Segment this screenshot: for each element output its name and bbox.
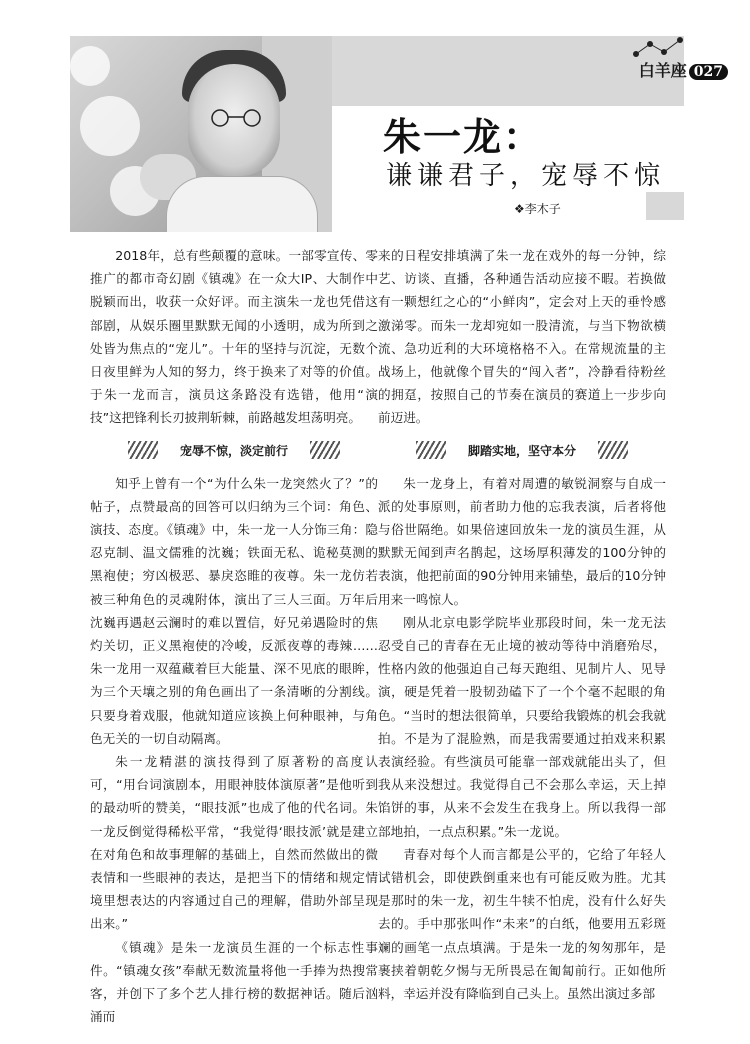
paragraph: 知乎上曾有一个“为什么朱一龙突然火了？”的帖子，点赞最高的回答可以归纳为三个词：角色、演技、态度。《镇魂》中，朱一龙一人分饰三角：隐忍克制、温文儒雅的沈巍；铁面无私、诡秘莫测的黑袍使；穷凶极恶、暴戾恣睢的夜尊。朱一龙仿若被三种角色的灵魂附体，演出了三人三面。万年后沈巍再遇赵云澜时的难以置信，好兄弟遇险时的焦灼关切，正义黑袍使的冷峻，反派夜尊的毒辣……朱一龙用一双蕴藏着巨大能量、深不见底的眼眸，为三个天壤之别的角色画出了一条清晰的分割线。只要身着戏服，他就知道应该换上何种眼神，与角色无关的一切自动隔离。	[90, 475, 378, 746]
article-subtitle: 谦谦君子，宠辱不惊	[386, 161, 666, 191]
paragraph: 来的日程安排填满了朱一龙在戏外的每一分钟，综艺、访谈、直播，各种通告活动应接不暇。若换做有一颗想红之心的“小鲜肉”，定会对上天的垂怜感激涕零。而朱一龙却宛如一股清流，与当下物欲横流、急功近利的大环境格格不入。在常规流量的主战场上，他就像个冒失的“闯入者”，冷静看待粉丝的拥趸，按照自己的节奏在演员的赛道上一步步向前迈进。	[378, 248, 666, 426]
glasses-icon	[204, 108, 268, 128]
right-column	[378, 244, 666, 1005]
article-title: 朱一龙：	[383, 114, 544, 159]
heading-decoration	[598, 441, 628, 459]
decorative-grey-block	[646, 192, 684, 220]
paragraph: 2018年，总有些颠覆的意味。一部零宣传、零推广的都市奇幻剧《镇魂》在一众大IP、大制作中脱颖而出，收获一众好评。而主演朱一龙也凭借这部剧，从娱乐圈里默默无闻的小透明，成为所到之处皆为焦点的“宠儿”。十年的坚持与沉淀，无数个日夜里鲜为人知的努力，终于换来了对等的价值。于朱一龙而言，演员这条路没有选错，他用“演技”这把锋利长刃披荆斩棘，前路越发坦荡明亮。	[90, 248, 378, 426]
hero-photo	[70, 36, 332, 232]
section-heading-text: 宠辱不惊，淡定前行	[179, 443, 288, 458]
author-byline: ❖李木子	[514, 202, 561, 216]
heading-decoration	[128, 441, 158, 459]
page-number: 027	[689, 64, 728, 80]
section-heading-text: 脚踏实地，坚守本分	[467, 443, 576, 458]
magazine-name: 白羊座	[638, 61, 687, 80]
magazine-label	[639, 58, 728, 81]
heading-decoration	[310, 441, 340, 459]
flower-blur	[70, 46, 110, 86]
section-heading	[378, 437, 666, 465]
section-heading	[90, 437, 378, 465]
paragraph: 《镇魂》是朱一龙演员生涯的一个标志性事件。“镇魂女孩”奉献无数流量将他一手捧为热搜常客，并创下了多个艺人排行榜的数据神话。随后汹涌而	[90, 939, 378, 1025]
portrait-shirt	[166, 176, 318, 232]
flower-blur	[80, 96, 140, 156]
left-column	[90, 244, 378, 1029]
paragraph: 刚从北京电影学院毕业那段时间，朱一龙无法忍受自己的青春在无止境的被动等待中消磨殆尽，性格内敛的他强迫自己每天跑组、见制片人、见导演，硬是凭着一股韧劲磕下了一个个毫不起眼的角色。“当时的想法很简单，只要给我锻炼的机会我就拍。不是为了混脸熟，而是我需要通过拍戏来积累表演经验。有些演员可能靠一部戏就能出头了，但我从来没想过。我觉得自己不会那么幸运，天上掉馅饼的事，从来不会发生在我身上。所以我得一部部地拍，一点点积累。”朱一龙说。	[378, 614, 666, 839]
paragraph: 朱一龙精湛的演技得到了原著粉的高度认可，“用台词演剧本，用眼神肢体演原著”是他听到的最动听的赞美，“眼技派”也成了他的代名词。朱一龙反倒觉得稀松平常，“我觉得‘眼技派’就是建立在对角色和故事理解的基础上，自然而然做出的微表情和一些眼神的表达，是把当下的情绪和规定情境里想表达的内容通过自己的理解，借助外部呈现出来。”	[90, 754, 378, 932]
paragraph: 青春对每个人而言都是公平的，它给了年轻人试错机会，即使跌倒重来也有可能反败为胜。尤其是那时的朱一龙，初生牛犊不怕虎，没有什么好失去的。手中那张叫作“未来”的白纸，他要用五彩斑斓的画笔一点点填满。于是朱一龙的匆匆那年，是裹挟着朝乾夕惕与无所畏忌在匍匐前行。正如他所料，幸运并没有降临到自己头上。虽然出演过多部	[378, 846, 666, 1002]
heading-decoration	[416, 441, 446, 459]
paragraph: 朱一龙身上，有着对周遭的敏锐洞察与自成一派的处事原则，前者助力他的忘我表演，后者将他与俗世隔绝。如果倍速回放朱一龙的演员生涯，从默默无闻到声名鹊起，这场厚积薄发的100分钟的表演，他把前面的90分钟用来铺垫，最后的10分钟用来一鸣惊人。	[378, 475, 666, 607]
